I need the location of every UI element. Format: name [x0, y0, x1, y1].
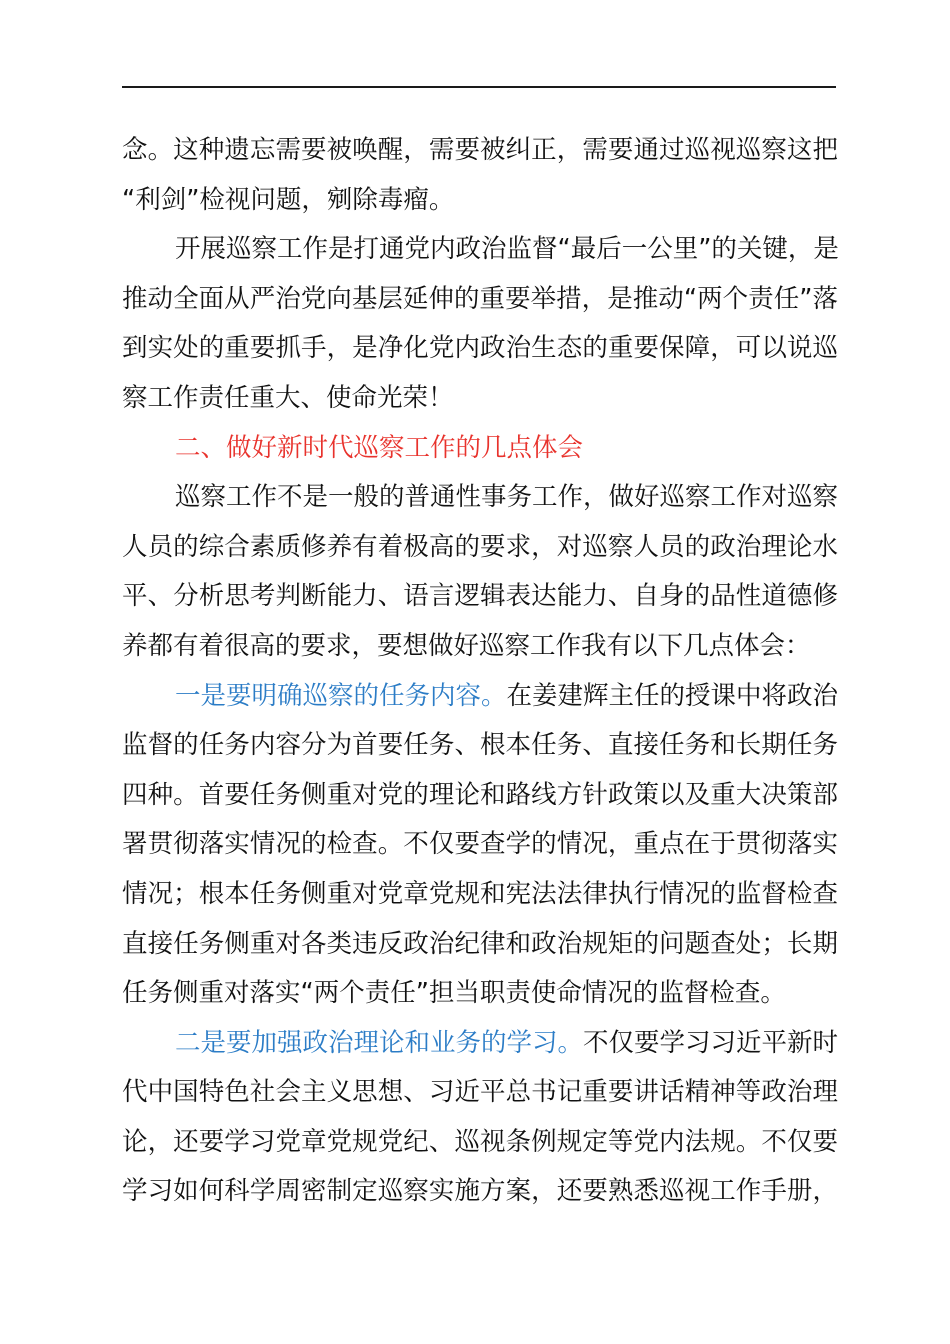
header-rule	[122, 86, 836, 88]
paragraph-line	[122, 672, 838, 722]
paragraph-line: 任务侧重对落实“两个责任”担当职责使命情况的监督检查。	[122, 978, 786, 1009]
paragraph-line: “利剑”检视问题，剜除毒瘤。	[122, 184, 455, 215]
paragraph-line: 署贯彻落实情况的检查。不仅要查学的情况，重点在于贯彻落实	[122, 829, 838, 860]
subheading-lead: 二是要加强政治理论和业务的学习。	[175, 1027, 584, 1058]
paragraph-line: 监督的任务内容分为首要任务、根本任务、直接任务和长期任务	[122, 730, 838, 761]
subheading-lead: 一是要明确巡察的任务内容。	[175, 680, 507, 711]
paragraph-line: 察工作责任重大、使命光荣！	[122, 382, 454, 413]
paragraph-line: 四种。首要任务侧重对党的理论和路线方针政策以及重大决策部	[122, 779, 838, 810]
paragraph-line: 巡察工作不是一般的普通性事务工作，做好巡察工作对巡察	[175, 482, 839, 513]
paragraph-line: 论，还要学习党章党规党纪、巡视条例规定等党内法规。不仅要	[122, 1126, 838, 1157]
paragraph-line: 念。这种遗忘需要被唤醒，需要被纠正，需要通过巡视巡察这把	[122, 135, 838, 165]
paragraph-line: 开展巡察工作是打通党内政治监督“最后一公里”的关键，是	[175, 234, 839, 265]
paragraph-line: 代中国特色社会主义思想、习近平总书记重要讲话精神等政治理	[122, 1077, 838, 1108]
paragraph-line: 到实处的重要抓手，是净化党内政治生态的重要保障，可以说巡	[122, 333, 838, 364]
paragraph-line: 直接任务侧重对各类违反政治纪律和政治规矩的问题查处；长期	[122, 928, 838, 959]
paragraph-text: 不仅要学习习近平新时	[583, 1027, 839, 1058]
paragraph-line: 学习如何科学周密制定巡察实施方案，还要熟悉巡视工作手册，	[122, 1176, 838, 1207]
paragraph-line	[122, 1019, 838, 1069]
paragraph-line: 养都有着很高的要求，要想做好巡察工作我有以下几点体会：	[122, 630, 811, 661]
paragraph-line: 情况；根本任务侧重对党章党规和宪法法律执行情况的监督检查	[122, 878, 838, 909]
paragraph-line: 人员的综合素质修养有着极高的要求，对巡察人员的政治理论水	[122, 531, 838, 562]
section-heading: 二、做好新时代巡察工作的几点体会	[175, 432, 584, 463]
paragraph-line: 推动全面从严治党向基层延伸的重要举措，是推动“两个责任”落	[122, 283, 838, 314]
paragraph-line: 平、分析思考判断能力、语言逻辑表达能力、自身的品性道德修	[122, 581, 838, 612]
paragraph-text: 在姜建辉主任的授课中将政治	[506, 680, 839, 711]
document-body	[122, 126, 838, 1217]
